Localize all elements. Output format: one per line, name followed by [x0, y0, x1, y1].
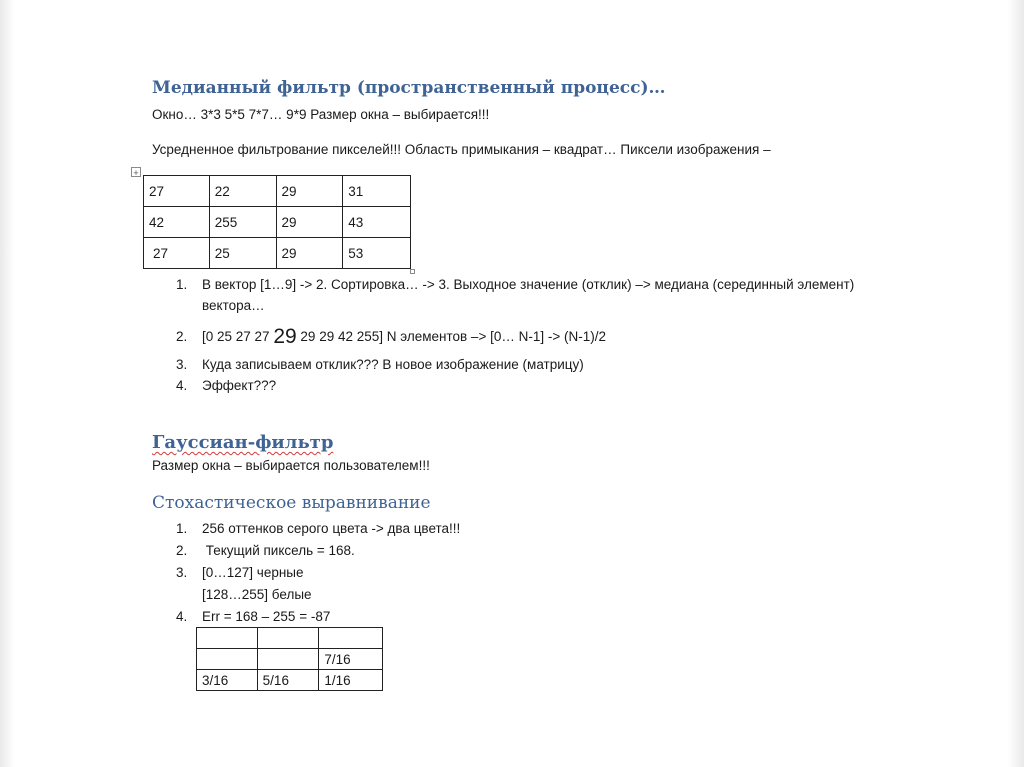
error-diffusion-table — [196, 627, 383, 691]
list-number: 1. — [176, 277, 188, 292]
list-item-text: Err = 168 – 255 = -87 — [202, 609, 331, 624]
gaussian-window-line: Размер окна – выбирается пользователем!!! — [152, 458, 430, 473]
gaussian-title-text: Гауссиан-фильтр — [152, 432, 334, 453]
table-cell: 42 — [144, 207, 210, 238]
list-item-text: В вектор [1…9] -> 2. Сортировка… -> 3. Выходное значение (отклик) –> медиана (серединный элемент) — [202, 277, 855, 292]
table-cell: 43 — [343, 207, 411, 238]
list-number: 4. — [176, 609, 188, 624]
list-item-text: [0 25 27 27 — [202, 329, 274, 344]
table-cell: 25 — [209, 238, 276, 269]
list-item — [176, 354, 854, 375]
table-move-handle-icon[interactable]: + — [131, 167, 141, 177]
table-cell — [197, 649, 258, 670]
median-steps-list — [176, 274, 854, 396]
list-item-text: вектора… — [202, 298, 265, 313]
table-cell: 7/16 — [319, 649, 383, 670]
table-row — [144, 238, 411, 269]
table-cell: 29 — [276, 176, 343, 207]
list-item-text: Куда записываем отклик??? В новое изображение (матрицу) — [202, 357, 584, 372]
table-cell — [257, 649, 319, 670]
list-item — [176, 324, 854, 352]
table-cell — [197, 628, 258, 649]
median-value-highlight: 29 — [273, 325, 297, 348]
list-item — [176, 562, 460, 606]
table-row — [144, 207, 411, 238]
list-item-text: Эффект??? — [202, 378, 277, 393]
table-cell: 22 — [209, 176, 276, 207]
list-item-text: 256 оттенков серого цвета -> два цвета!!! — [202, 521, 461, 536]
averaging-line: Усредненное фильтрование пикселей!!! Область примыкания – квадрат… Пиксели изображения – — [152, 142, 771, 157]
list-number: 3. — [176, 565, 188, 580]
list-number: 1. — [176, 521, 188, 536]
list-number: 2. — [176, 329, 188, 344]
pixel-table — [143, 175, 411, 269]
list-number: 2. — [176, 543, 188, 558]
table-row — [197, 649, 383, 670]
table-cell: 29 — [276, 238, 343, 269]
table-cell: 3/16 — [197, 670, 258, 691]
table-cell: 29 — [276, 207, 343, 238]
table-row — [197, 628, 383, 649]
list-item-text: [128…255] белые — [202, 587, 312, 602]
list-item-text: 29 29 42 255] N элементов –> [0… N-1] -> (N-1)/2 — [296, 329, 606, 344]
list-item — [176, 540, 460, 562]
table-cell: 1/16 — [319, 670, 383, 691]
list-number: 4. — [176, 378, 188, 393]
table-row — [197, 670, 383, 691]
list-item — [176, 606, 460, 628]
table-cell: 53 — [343, 238, 411, 269]
list-item — [176, 274, 854, 324]
table-cell — [257, 628, 319, 649]
table-cell: 31 — [343, 176, 411, 207]
stochastic-list — [176, 518, 460, 628]
median-filter-title: Медианный фильтр (пространственный процесс)… — [152, 78, 666, 98]
table-cell: 255 — [209, 207, 276, 238]
table-row — [144, 176, 411, 207]
table-cell: 27 — [144, 176, 210, 207]
list-item-text: [0…127] черные — [202, 565, 304, 580]
gaussian-filter-title — [152, 432, 333, 453]
list-number: 3. — [176, 357, 188, 372]
table-cell — [319, 628, 383, 649]
list-item — [176, 518, 460, 540]
list-item — [176, 375, 854, 396]
table-cell: 27 — [144, 238, 210, 269]
table-cell: 5/16 — [257, 670, 319, 691]
list-item-text: Текущий пиксель = 168. — [202, 543, 355, 558]
page-shadow-left — [0, 0, 14, 767]
stochastic-title: Стохастическое выравнивание — [152, 493, 431, 513]
window-size-line: Окно… 3*3 5*5 7*7… 9*9 Размер окна – выбирается!!! — [152, 107, 490, 122]
page-shadow-right — [1008, 0, 1024, 767]
